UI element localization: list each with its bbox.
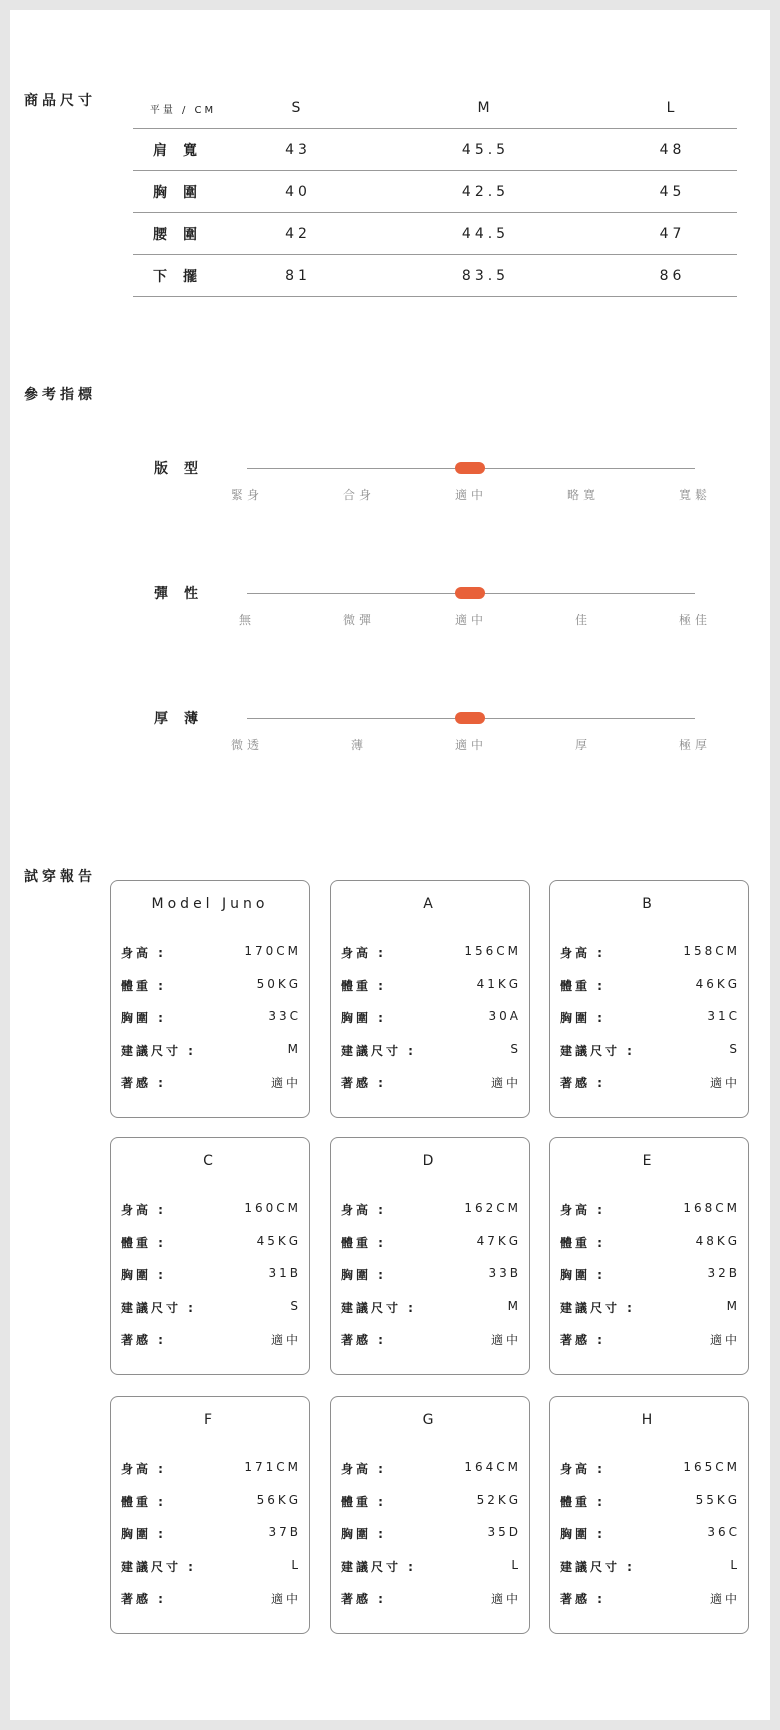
bust-row [121, 1009, 301, 1027]
size-row [341, 1042, 521, 1060]
field-value: 33B [488, 1266, 521, 1280]
size-section-title: 商品尺寸 [24, 93, 96, 109]
field-value: L [291, 1558, 301, 1572]
weight-row [121, 977, 301, 995]
indicator-elasticity [10, 585, 770, 645]
size-l-header: L [666, 100, 679, 116]
field-label: 身高 : [560, 1462, 605, 1476]
report-section-title: 試穿報告 [24, 869, 96, 885]
size-table-header [133, 88, 737, 129]
row-label: 腰圍 [153, 226, 213, 243]
height-row [560, 1460, 740, 1478]
card-title: H [641, 1412, 657, 1428]
field-label: 胸圍 : [121, 1527, 166, 1541]
field-value: 55KG [695, 1493, 740, 1507]
height-row [121, 944, 301, 962]
weight-row [341, 977, 521, 995]
tick-label: 極佳 [678, 613, 711, 627]
report-card [330, 1396, 530, 1634]
size-row [341, 1558, 521, 1576]
table-cell: 81 [285, 267, 311, 284]
field-value: 56KG [256, 1493, 301, 1507]
field-value: 164CM [464, 1460, 521, 1474]
field-value: 41KG [476, 977, 521, 991]
height-row [560, 1201, 740, 1219]
field-value: 165CM [683, 1460, 740, 1474]
field-label: 著感 : [560, 1333, 605, 1347]
tick-label: 微彈 [342, 613, 375, 627]
field-label: 胸圍 : [121, 1268, 166, 1282]
field-label: 著感 : [121, 1333, 166, 1347]
tick-label: 緊身 [230, 488, 263, 502]
weight-row [560, 1493, 740, 1511]
bust-row [121, 1525, 301, 1543]
tick-label: 無 [238, 613, 255, 627]
feel-row [121, 1074, 301, 1092]
field-label: 體重 : [341, 1495, 386, 1509]
bust-row [560, 1525, 740, 1543]
field-label: 著感 : [341, 1333, 386, 1347]
field-value: 適中 [709, 1592, 740, 1606]
field-label: 體重 : [560, 1236, 605, 1250]
field-label: 身高 : [560, 1203, 605, 1217]
card-title: F [203, 1412, 217, 1428]
field-value: 適中 [490, 1333, 521, 1347]
field-value: 50KG [256, 977, 301, 991]
report-card [549, 1137, 749, 1375]
table-cell: 42 [285, 225, 311, 242]
table-row [133, 255, 737, 297]
feel-row [560, 1590, 740, 1608]
field-label: 建議尺寸 : [341, 1560, 416, 1574]
field-value: 45KG [256, 1234, 301, 1248]
field-value: 適中 [270, 1592, 301, 1606]
field-label: 胸圍 : [560, 1527, 605, 1541]
height-row [121, 1201, 301, 1219]
field-value: 48KG [695, 1234, 740, 1248]
table-cell: 83.5 [461, 267, 510, 284]
report-card [110, 880, 310, 1118]
field-value: 適中 [709, 1333, 740, 1347]
tick-label: 微透 [230, 738, 263, 752]
field-value: 47KG [476, 1234, 521, 1248]
report-card [330, 1137, 530, 1375]
feel-row [341, 1590, 521, 1608]
indicator-label: 彈性 [154, 586, 214, 602]
size-guide-page [10, 10, 770, 1720]
field-value: 30A [488, 1009, 521, 1023]
field-label: 體重 : [560, 979, 605, 993]
indicator-knob [455, 712, 485, 724]
table-row [133, 213, 737, 255]
field-label: 著感 : [341, 1592, 386, 1606]
row-label: 肩寬 [153, 142, 213, 159]
card-title: A [423, 896, 437, 912]
field-value: 162CM [464, 1201, 521, 1215]
field-label: 著感 : [560, 1592, 605, 1606]
field-value: 適中 [270, 1333, 301, 1347]
weight-row [341, 1493, 521, 1511]
tick-label: 寬鬆 [678, 488, 711, 502]
field-label: 建議尺寸 : [341, 1301, 416, 1315]
table-row [133, 129, 737, 171]
bust-row [341, 1525, 521, 1543]
table-cell: 48 [659, 141, 686, 158]
height-row [560, 944, 740, 962]
field-value: S [510, 1042, 521, 1056]
field-value: M [726, 1299, 740, 1313]
field-value: 37B [268, 1525, 301, 1539]
card-title: B [642, 896, 656, 912]
field-value: 168CM [683, 1201, 740, 1215]
field-label: 體重 : [341, 979, 386, 993]
weight-row [121, 1234, 301, 1252]
weight-row [341, 1234, 521, 1252]
field-label: 體重 : [341, 1236, 386, 1250]
table-cell: 44.5 [461, 225, 510, 242]
field-value: 52KG [476, 1493, 521, 1507]
size-row [341, 1299, 521, 1317]
tick-label: 厚 [574, 738, 591, 752]
table-cell: 45.5 [461, 141, 510, 158]
table-cell: 42.5 [461, 183, 510, 200]
card-title: G [422, 1412, 438, 1428]
report-card [549, 880, 749, 1118]
indicator-knob [455, 462, 485, 474]
card-title: E [642, 1153, 656, 1169]
field-label: 著感 : [341, 1076, 386, 1090]
tick-label: 略寬 [566, 488, 599, 502]
table-row [133, 171, 737, 213]
bust-row [121, 1266, 301, 1284]
field-value: L [511, 1558, 521, 1572]
field-label: 胸圍 : [560, 1011, 605, 1025]
table-cell: 43 [285, 141, 311, 158]
size-row [121, 1299, 301, 1317]
field-label: 建議尺寸 : [341, 1044, 416, 1058]
field-value: 170CM [244, 944, 301, 958]
feel-row [560, 1331, 740, 1349]
field-label: 建議尺寸 : [121, 1560, 196, 1574]
field-value: 適中 [490, 1592, 521, 1606]
indicator-fit [10, 460, 770, 520]
report-card [549, 1396, 749, 1634]
size-row [560, 1558, 740, 1576]
table-cell: 40 [285, 183, 311, 200]
indicator-thickness [10, 710, 770, 770]
indicator-section-title: 參考指標 [24, 387, 96, 403]
size-row [121, 1558, 301, 1576]
field-value: 適中 [490, 1076, 521, 1090]
field-label: 建議尺寸 : [121, 1301, 196, 1315]
height-row [341, 1201, 521, 1219]
field-value: 31C [707, 1009, 740, 1023]
size-table [133, 88, 737, 297]
tick-label: 薄 [350, 738, 367, 752]
indicator-label: 版型 [154, 461, 214, 477]
field-label: 建議尺寸 : [560, 1044, 635, 1058]
size-row [560, 1299, 740, 1317]
unit-header: 平量 / CM [149, 104, 217, 116]
field-value: 適中 [709, 1076, 740, 1090]
weight-row [121, 1493, 301, 1511]
field-label: 著感 : [121, 1592, 166, 1606]
field-label: 胸圍 : [341, 1268, 386, 1282]
bust-row [341, 1009, 521, 1027]
table-cell: 45 [659, 183, 686, 200]
field-value: 32B [707, 1266, 740, 1280]
field-label: 體重 : [560, 1495, 605, 1509]
feel-row [121, 1331, 301, 1349]
height-row [341, 1460, 521, 1478]
tick-label: 適中 [454, 738, 487, 752]
tick-label: 極厚 [678, 738, 711, 752]
field-value: 31B [268, 1266, 301, 1280]
bust-row [560, 1009, 740, 1027]
field-label: 身高 : [121, 1203, 166, 1217]
field-value: 36C [707, 1525, 740, 1539]
field-label: 胸圍 : [121, 1011, 166, 1025]
indicator-label: 厚薄 [154, 711, 214, 727]
height-row [121, 1460, 301, 1478]
indicator-knob [455, 587, 485, 599]
report-card [110, 1396, 310, 1634]
field-value: M [507, 1299, 521, 1313]
size-s-header: S [291, 100, 305, 116]
weight-row [560, 1234, 740, 1252]
field-label: 身高 : [121, 1462, 166, 1476]
table-cell: 86 [659, 267, 686, 284]
field-value: 160CM [244, 1201, 301, 1215]
size-row [560, 1042, 740, 1060]
table-cell: 47 [659, 225, 686, 242]
bust-row [560, 1266, 740, 1284]
bust-row [341, 1266, 521, 1284]
height-row [341, 944, 521, 962]
tick-label: 合身 [342, 488, 375, 502]
field-label: 體重 : [121, 1495, 166, 1509]
size-row [121, 1042, 301, 1060]
field-value: 35D [487, 1525, 521, 1539]
field-value: 158CM [683, 944, 740, 958]
tick-label: 佳 [574, 613, 591, 627]
field-label: 身高 : [341, 946, 386, 960]
card-title: C [203, 1153, 217, 1169]
field-value: L [730, 1558, 740, 1572]
field-label: 身高 : [341, 1462, 386, 1476]
card-title: Model Juno [151, 896, 269, 912]
field-value: S [729, 1042, 740, 1056]
field-value: 156CM [464, 944, 521, 958]
field-label: 體重 : [121, 1236, 166, 1250]
field-label: 著感 : [121, 1076, 166, 1090]
field-label: 建議尺寸 : [121, 1044, 196, 1058]
field-value: 33C [268, 1009, 301, 1023]
feel-row [341, 1074, 521, 1092]
weight-row [560, 977, 740, 995]
tick-label: 適中 [454, 613, 487, 627]
field-value: 46KG [695, 977, 740, 991]
field-label: 胸圍 : [560, 1268, 605, 1282]
card-title: D [422, 1153, 438, 1169]
size-m-header: M [477, 100, 494, 116]
field-label: 著感 : [560, 1076, 605, 1090]
field-value: S [290, 1299, 301, 1313]
field-label: 體重 : [121, 979, 166, 993]
feel-row [560, 1074, 740, 1092]
feel-row [341, 1331, 521, 1349]
tick-label: 適中 [454, 488, 487, 502]
row-label: 胸圍 [153, 184, 213, 201]
field-label: 建議尺寸 : [560, 1301, 635, 1315]
field-value: 適中 [270, 1076, 301, 1090]
field-label: 身高 : [341, 1203, 386, 1217]
field-label: 身高 : [121, 946, 166, 960]
row-label: 下擺 [153, 268, 213, 285]
field-label: 建議尺寸 : [560, 1560, 635, 1574]
field-value: 171CM [244, 1460, 301, 1474]
field-label: 身高 : [560, 946, 605, 960]
field-label: 胸圍 : [341, 1011, 386, 1025]
report-card [330, 880, 530, 1118]
report-card [110, 1137, 310, 1375]
field-label: 胸圍 : [341, 1527, 386, 1541]
field-value: M [287, 1042, 301, 1056]
feel-row [121, 1590, 301, 1608]
